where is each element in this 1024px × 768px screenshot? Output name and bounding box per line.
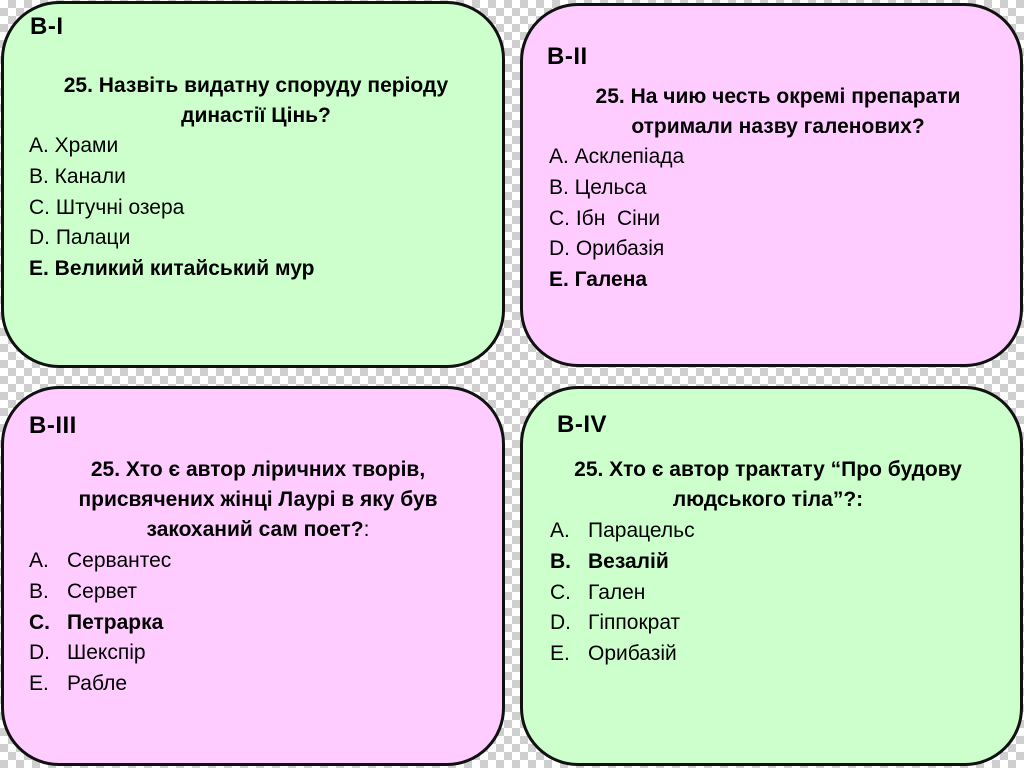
option-text: Сервет: [67, 579, 138, 603]
option-text: Шекспір: [67, 641, 146, 665]
variant-card-3: [1, 386, 505, 766]
option-letter: B.: [550, 549, 571, 573]
answer-option-a: [550, 516, 695, 547]
option-letter: A.: [550, 519, 570, 542]
variant-label: В-I: [30, 13, 64, 40]
question-text: 25. Назвіть видатну споруду періоду династії Цінь?: [63, 74, 449, 127]
answer-options: [29, 131, 314, 285]
option-text: Везалій: [588, 549, 669, 573]
answer-option-d: D. Палаци: [29, 226, 131, 250]
answer-options: [550, 516, 695, 670]
question-block: [40, 455, 476, 545]
option-text: Сервантес: [67, 549, 172, 572]
answer-option-d: D. Орибазія: [549, 237, 665, 261]
option-text: Парацельс: [588, 519, 695, 542]
question-text: 25. На чию честь окремі препарати отримали назву галенових?: [595, 85, 961, 138]
option-letter: C.: [29, 610, 50, 634]
answer-option-a: [29, 546, 171, 577]
variant-card-1: [1, 1, 505, 368]
option-letter: A.: [29, 549, 49, 572]
option-letter: C.: [550, 580, 571, 604]
answer-option-e: [550, 639, 695, 670]
answer-option-b: B. Канали: [29, 164, 126, 188]
answer-option-d: [550, 608, 695, 639]
option-text: Орибазій: [588, 642, 677, 666]
variant-label: В-IV: [557, 411, 607, 438]
answer-options: [29, 546, 171, 700]
option-letter: D.: [550, 611, 571, 635]
answer-option-b-correct: [550, 547, 695, 578]
answer-option-e: [29, 669, 171, 700]
option-text: Гіппократ: [588, 611, 681, 635]
option-letter: E.: [550, 642, 570, 666]
answer-option-e-correct: E. Великий китайський мур: [29, 257, 315, 281]
answer-option-a: A. Асклепіада: [549, 145, 685, 168]
option-letter: B.: [29, 579, 49, 603]
question-tail: :: [363, 518, 370, 541]
variant-card-4: [520, 386, 1023, 766]
answer-option-c-correct: [29, 608, 171, 639]
answer-options: [549, 142, 684, 296]
question-text: 25. Хто є автор ліричних творів, присвячених жінці Лаурі в яку був закоханий сам поет?: [78, 458, 438, 541]
answer-option-c: [550, 578, 695, 609]
answer-option-b: [29, 577, 171, 608]
answer-option-d: [29, 638, 171, 669]
answer-option-c: C. Ібн Сіни: [549, 206, 661, 230]
variant-card-2: [520, 3, 1023, 367]
option-text: Петрарка: [67, 610, 164, 634]
question-text: 25. Хто є автор трактату “Про будову людського тіла”?:: [574, 458, 962, 511]
variant-label: В-III: [29, 412, 77, 439]
option-letter: D.: [29, 641, 50, 665]
option-letter: E.: [29, 672, 49, 696]
option-text: Рабле: [67, 672, 128, 696]
answer-option-a: A. Храми: [29, 134, 119, 157]
answer-option-e-correct: E. Галена: [549, 268, 648, 292]
option-text: Гален: [588, 580, 646, 604]
variant-label: В-II: [547, 43, 588, 70]
answer-option-c: C. Штучні озера: [29, 195, 185, 219]
answer-option-b: B. Цельса: [549, 175, 647, 199]
